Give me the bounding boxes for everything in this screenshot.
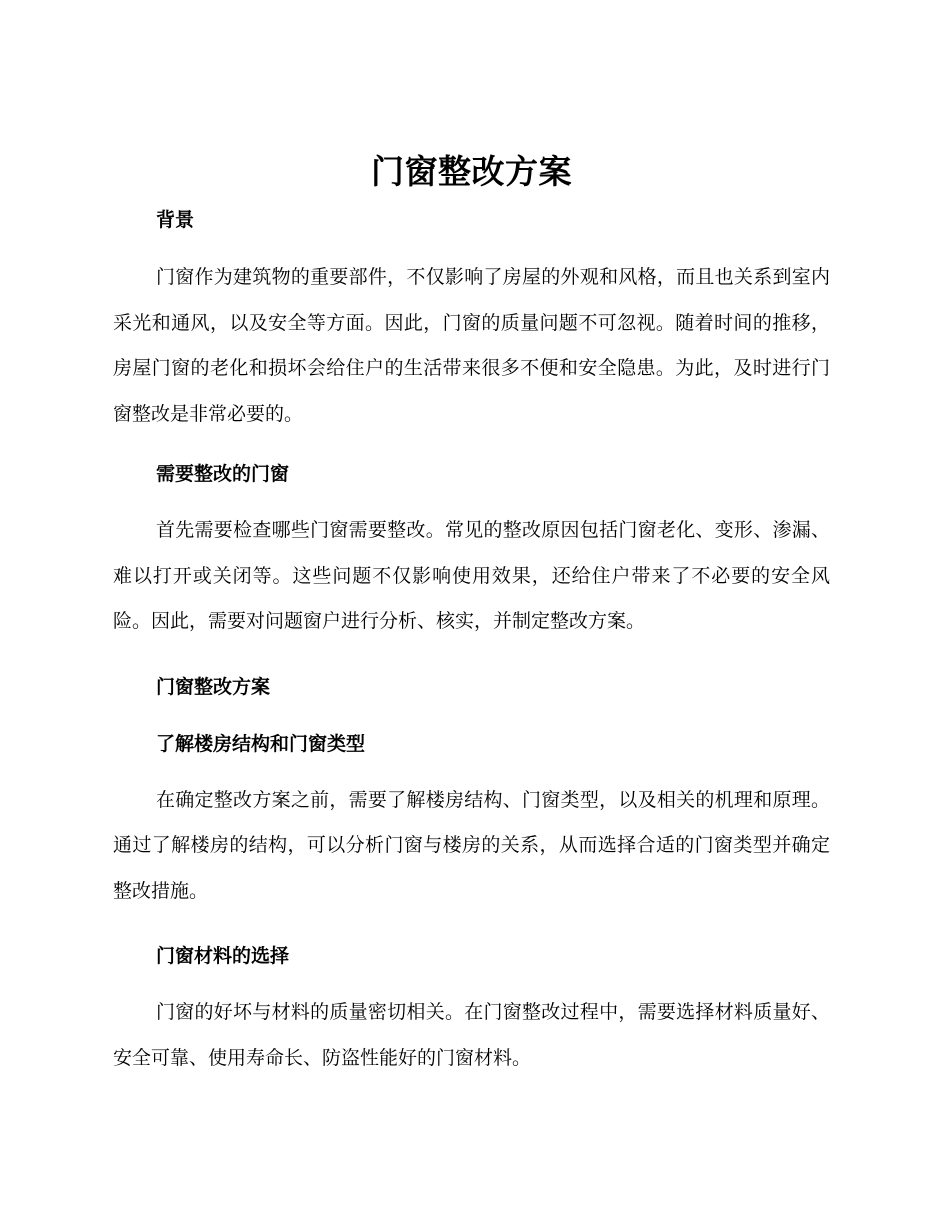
paragraph-material-selection: 门窗的好坏与材料的质量密切相关。在门窗整改过程中，需要选择材料质量好、安全可靠、使用寿命长、防盗性能好的门窗材料。 <box>113 1001 830 1069</box>
section-heading-rectification-plan: 门窗整改方案 <box>156 675 271 698</box>
section-heading-building-structure: 了解楼房结构和门窗类型 <box>156 732 366 755</box>
section-heading-background: 背景 <box>156 209 195 231</box>
paragraph-background: 门窗作为建筑物的重要部件，不仅影响了房屋的外观和风格，而且也关系到室内采光和通风，以及安全等方面。因此，门窗的质量问题不可忽视。随着时间的推移，房屋门窗的老化和损坏会给住户的生活带来很多不便和安全隐患。为此，及时进行门窗整改是非常必要的。 <box>113 266 830 425</box>
section-heading-material-selection: 门窗材料的选择 <box>156 945 290 967</box>
paragraph-windows-to-fix: 首先需要检查哪些门窗需要整改。常见的整改原因包括门窗老化、变形、渗漏、难以打开或关闭等。这些问题不仅影响使用效果，还给住户带来了不必要的安全风险。因此，需要对问题窗户进行分析、核实，并制定整改方案。 <box>113 519 830 632</box>
section-heading-windows-to-fix: 需要整改的门窗 <box>156 463 290 485</box>
paragraph-building-structure: 在确定整改方案之前，需要了解楼房结构、门窗类型，以及相关的机理和原理。通过了解楼房的结构，可以分析门窗与楼房的关系，从而选择合适的门窗类型并确定整改措施。 <box>113 788 830 902</box>
document-title: 门窗整改方案 <box>371 152 572 191</box>
